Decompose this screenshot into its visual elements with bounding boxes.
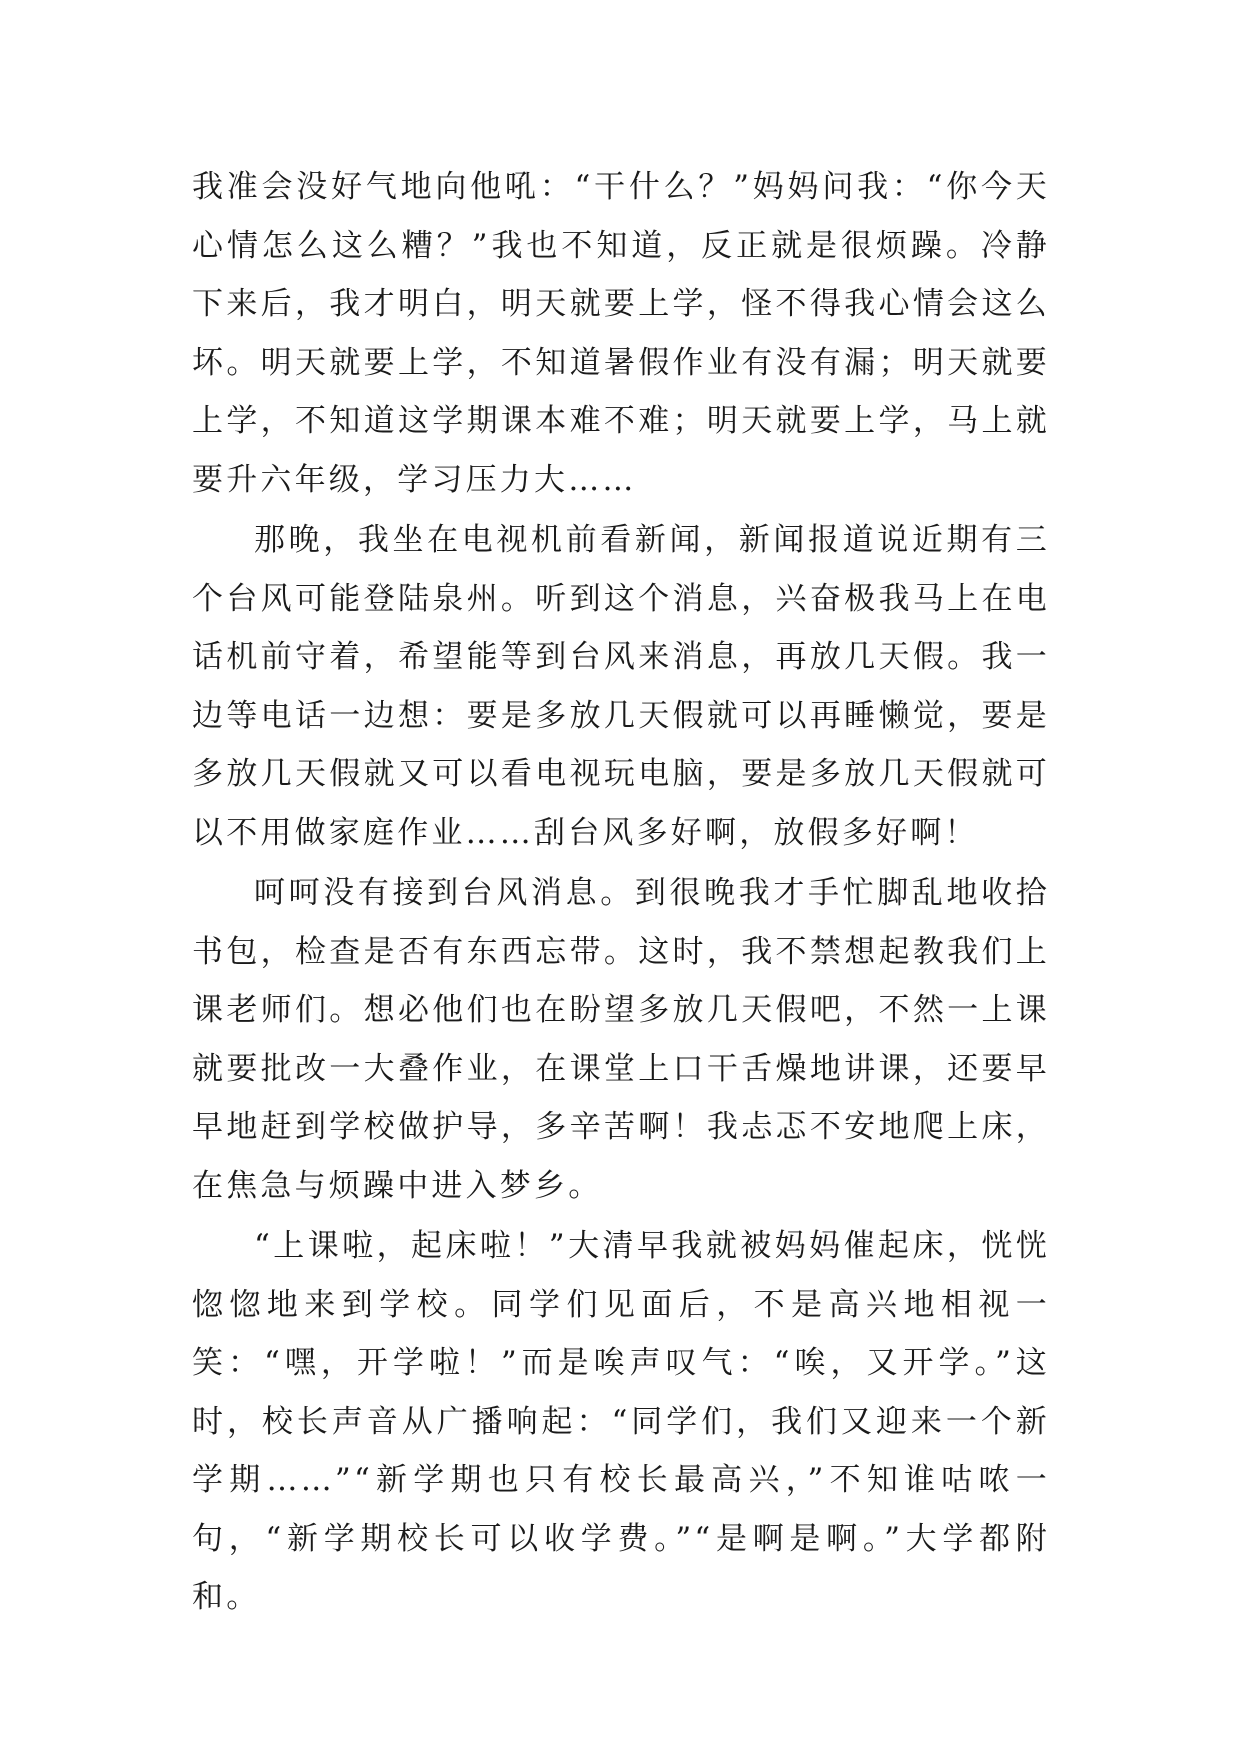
paragraph-2: 那晚，我坐在电视机前看新闻，新闻报道说近期有三个台风可能登陆泉州。听到这个消息，兴奋极我马上在电话机前守着，希望能等到台风来消息，再放几天假。我一边等电话一边想：要是多放几天假就可以再睡懒觉，要是多放几天假就又可以看电视玩电脑，要是多放几天假就可以不用做家庭作业……刮台风多好啊，放假多好啊！ (192, 522, 1050, 851)
document-body (192, 158, 1050, 1629)
paragraph-3: 呵呵没有接到台风消息。到很晚我才手忙脚乱地收拾书包，检查是否有东西忘带。这时，我不禁想起教我们上课老师们。想必他们也在盼望多放几天假吧，不然一上课就要批改一大叠作业，在课堂上口干舌燥地讲课，还要早早地赶到学校做护导，多辛苦啊！我忐忑不安地爬上床，在焦急与烦躁中进入梦乡。 (192, 875, 1050, 1204)
paragraph-4: “上课啦，起床啦！”大清早我就被妈妈催起床，恍恍惚惚地来到学校。同学们见面后，不是高兴地相视一笑：“嘿，开学啦！”而是唉声叹气：“唉，又开学。”这时，校长声音从广播响起：“同学们，我们又迎来一个新学期……”“新学期也只有校长最高兴，”不知谁咕哝一句，“新学期校长可以收学费。”“是啊是啊。”大学都附和。 (192, 1228, 1050, 1615)
paragraph-1: 我准会没好气地向他吼：“干什么？”妈妈问我：“你今天心情怎么这么糟？”我也不知道，反正就是很烦躁。冷静下来后，我才明白，明天就要上学，怪不得我心情会这么坏。明天就要上学，不知道暑假作业有没有漏；明天就要上学，不知道这学期课本难不难；明天就要上学，马上就要升六年级，学习压力大…… (192, 169, 1050, 498)
